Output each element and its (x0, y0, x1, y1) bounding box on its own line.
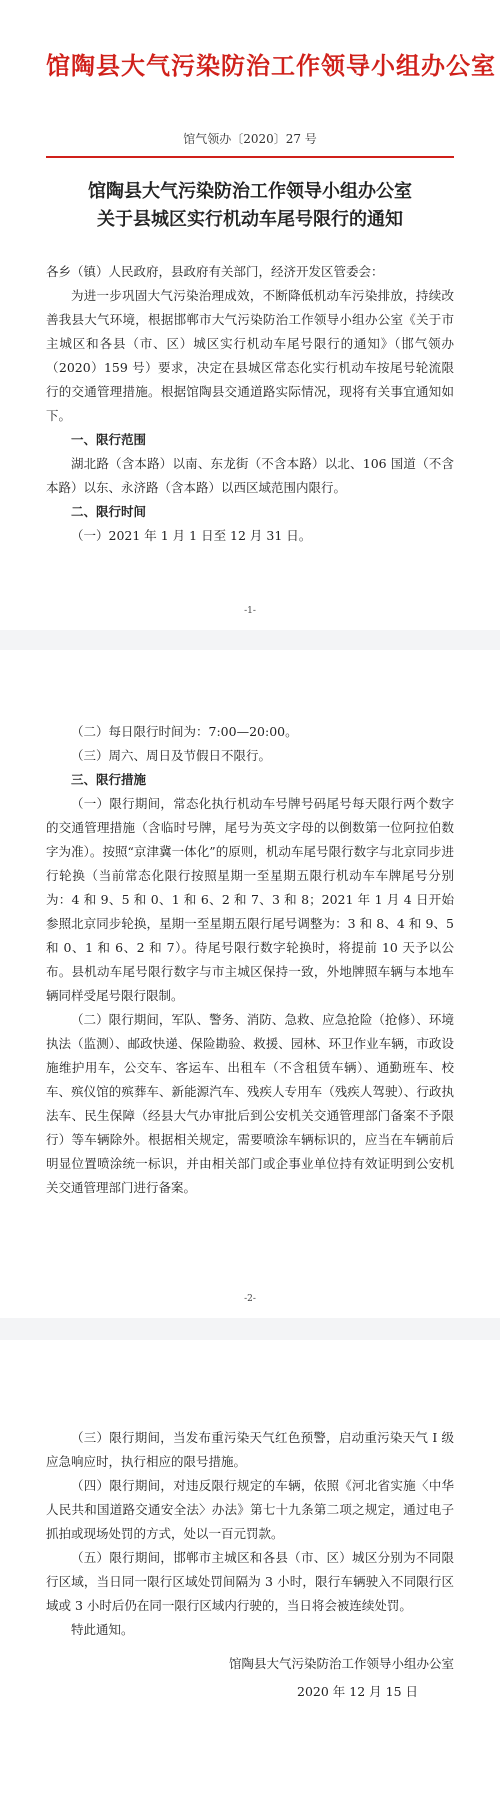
page-number: -2- (244, 1294, 256, 1304)
closing-text: 特此通知。 (71, 1622, 134, 1637)
document-page-2 (0, 650, 500, 1318)
document-page-1 (0, 0, 500, 630)
measure-2: （二）限行期间，军队、警务、消防、急救、应急抢险（抢修）、环境执法（监测）、邮政快递、保险勘验、救援、园林、环卫作业车辆，市政设施维护用车，公交车、客运车、出租车（不含租赁车辆）、通勤班车、校车、殡仪馆的殡葬车、新能源汽车、残疾人专用车（残疾人驾驶）、行政执法车、民生保障（经县大气办审批后到公安机关交通管理部门备案不予限行）等车辆除外。根据相关规定，需要喷涂车辆标识的，应当在车辆前后明显位置喷涂统一标识，并由相关部门或企事业单位持有效证明到公安机关交通管理部门进行备案。 (46, 1012, 454, 1195)
document-page-3 (0, 1340, 500, 1819)
red-letterhead: 馆陶县大气污染防治工作领导小组办公室 (46, 51, 496, 80)
red-divider (46, 156, 454, 158)
section-1-text: 湖北路（含本路）以南、东龙街（不含本路）以北、106 国道（不含本路）以东、永济路（含本路）以西区域范围内限行。 (46, 456, 454, 495)
document-title (46, 178, 454, 234)
section-2-item-2: （二）每日限行时间为：7:00—20:00。 (71, 724, 298, 739)
section-2-heading: 二、限行时间 (71, 504, 147, 519)
section-2-item-3: （三）周六、周日及节假日不限行。 (71, 748, 272, 763)
measure-4: （四）限行期间，对违反限行规定的车辆，依照《河北省实施〈中华人民共和国道路交通安全法〉办法》第七十九条第二项之规定，通过电子抓拍或现场处罚的方式，处以一百元罚款。 (46, 1478, 454, 1541)
section-2-item-1: （一）2021 年 1 月 1 日至 12 月 31 日。 (71, 528, 312, 543)
measure-1: （一）限行期间，常态化执行机动车号牌号码尾号每天限行两个数字的交通管理措施（含临时号牌，尾号为英文字母的以倒数第一位阿拉伯数字为准）。按照“京津冀一体化”的原则，机动车尾号限行数字与北京同步进行轮换（当前常态化限行按照星期一至星期五限行机动车车牌尾号分别为：4 和 9、5 和 0、1 和 6、2 和 7、3 和 8；2021 年 1 月 4 日开始参照北京同步轮换，星期一至星期五限行尾号调整为：3 和 8、4 和 9、5 和 0、1 和 6、2 和 7）。待尾号限行数字轮换时，将提前 10 天予以公布。县机动车尾号限行数字与市主城区保持一致，外地牌照车辆与本地车辆同样受尾号限行限制。 (46, 796, 454, 1003)
section-3-heading: 三、限行措施 (71, 772, 147, 787)
measure-5: （五）限行期间，邯郸市主城区和各县（市、区）城区分别为不同限行区域，当日同一限行区域处罚间隔为 3 小时，限行车辆驶入不同限行区域或 3 小时后仍在同一限行区域内行驶的，当日将会被连续处罚。 (46, 1550, 454, 1613)
measure-3: （三）限行期间，当发布重污染天气红色预警，启动重污染天气 I 级应急响应时，执行相应的限号措施。 (46, 1430, 454, 1469)
salutation: 各乡（镇）人民政府，县政府有关部门，经济开发区管委会： (46, 264, 384, 279)
section-1-heading: 一、限行范围 (71, 432, 147, 447)
document-number: 馆气领办〔2020〕27 号 (183, 132, 317, 146)
signature-date: 2020 年 12 月 15 日 (297, 1684, 418, 1699)
title-line-2: 关于县城区实行机动车尾号限行的通知 (97, 209, 403, 230)
title-line-1: 馆陶县大气污染防治工作领导小组办公室 (88, 181, 412, 202)
intro-paragraph: 为进一步巩固大气污染治理成效，不断降低机动车污染排放，持续改善我县大气环境，根据邯郸市大气污染防治工作领导小组办公室《关于市主城区和各县（市、区）城区实行机动车尾号限行的通知》（邯气领办（2020）159 号）要求，决定在县城区常态化实行机动车按尾号轮流限行的交通管理措施。根据馆陶县交通道路实际情况，现将有关事宜通知如下。 (46, 288, 454, 423)
signature-org: 馆陶县大气污染防治工作领导小组办公室 (228, 1656, 454, 1671)
page-number: -1- (244, 606, 256, 616)
